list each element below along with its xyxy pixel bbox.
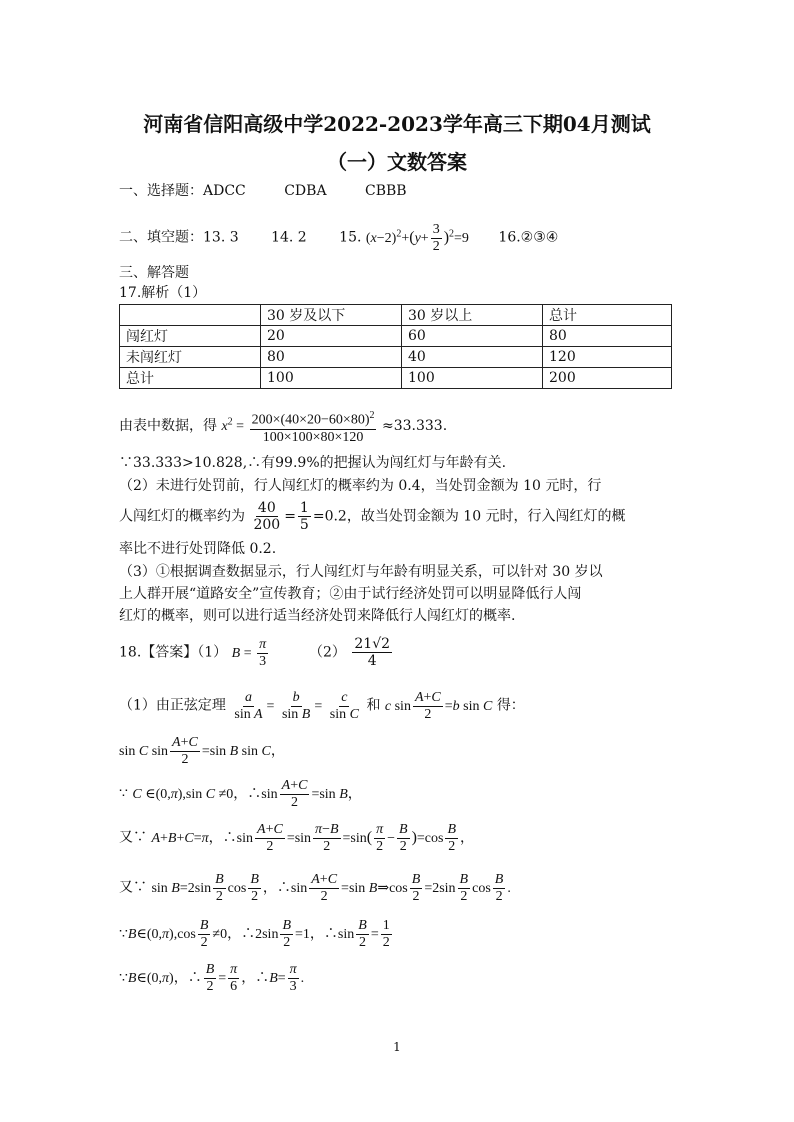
q17-part2-line3: 率比不进行处罚降低 0.2. xyxy=(119,541,277,557)
q18-head: 18.【答案】（1） xyxy=(119,644,228,661)
table-header-cell xyxy=(120,305,261,326)
fraction-1-5: $\frac{1}{5}$ xyxy=(299,500,309,533)
table-row xyxy=(120,368,672,389)
q18-line6: ∵B∈(0,π),cos $\frac{B}{2}$ ≠0，∴2sin $\frac{B}{2}$ =1，∴sin $\frac{B}{2}$ = $\frac{1}{2}$ xyxy=(119,918,390,950)
section2-label: 二、填空题： xyxy=(119,229,203,246)
q17-part2-line2: 人闯红灯的概率约为 $\frac{40}{200}$ = $\frac{1}{5}$ =0.2，故当处罚金额为 10 元时，行入闯红灯的概 xyxy=(119,500,626,533)
chi-square-line xyxy=(119,408,447,446)
q18-l1-mid: 和 xyxy=(366,697,381,714)
chi-denominator: 100×100×80×120 xyxy=(262,429,364,445)
section3-label: 三、解答题 xyxy=(119,265,189,281)
answer-16: 16.②③④ xyxy=(498,229,559,246)
q18-l1-pre: （1）由正弦定理 xyxy=(119,697,226,714)
table-cell: 80 xyxy=(261,347,402,368)
table-cell: 80 xyxy=(543,326,672,347)
q18-line4: 又∵ A+B+C=π，∴sin $\frac{A+C}{2}$ =sin $\frac{\pi-B}{2}$ =sin( $\frac{\pi}{2}$ − $\frac{B}{2}$ )=cos $\frac{B}{2}$ ， xyxy=(119,822,475,854)
table-cell: 40 xyxy=(402,347,543,368)
answer-14: 14. 2 xyxy=(271,229,307,246)
fraction-40-200: $\frac{40}{200}$ xyxy=(253,500,281,533)
q17-head: 17.解析（1） xyxy=(119,285,207,301)
chi-formula: $x^2$ = $\frac{200\times(40\times 20-60\times 80)^2}{100\times 100\times 80\times 120}$ xyxy=(221,410,375,445)
table-cell: 20 xyxy=(261,326,402,347)
part2-text-pre: 人闯红灯的概率约为 xyxy=(119,508,245,525)
table-cell: 未闯红灯 xyxy=(120,347,261,368)
fill-answers xyxy=(119,222,558,255)
q18-answer2: $\frac{21√2}{4}$ xyxy=(354,636,391,669)
q18-l4-pre: 又∵ xyxy=(119,829,147,846)
table-cell: 60 xyxy=(402,326,543,347)
table-header-row xyxy=(120,305,672,326)
table-cell: 总计 xyxy=(120,368,261,389)
q18-line5: 又∵ sin B=2sin $\frac{B}{2}$ cos $\frac{B}{2}$ ，∴sin $\frac{A+C}{2}$ =sin B⇒cos $\frac{B}{2}$ =2sin $\frac{B}{2}$ cos $\frac{B}{2}$ . xyxy=(119,872,511,904)
chi-numerator: 200×(40×20−60×80) xyxy=(251,412,370,428)
q17-part3-line2: 上人群开展“道路安全”宣传教育；②由于试行经济处罚可以明显降低行人闯 xyxy=(119,586,582,602)
part2-text-post: =0.2，故当处罚金额为 10 元时，行入闯红灯的概 xyxy=(312,508,626,525)
table-header-cell: 总计 xyxy=(543,305,672,326)
doc-title-line1: 河南省信阳高级中学2022-2023学年高三下期04月测试 xyxy=(143,112,651,136)
q18-line1: （1）由正弦定理 $\frac{a}{\text{sin A}}$ = $\frac{b}{\text{sin B}}$ = $\frac{c}{\text{sin C}}$ 和 c sin $\frac{A+C}{2}$ =b sin C 得： xyxy=(119,690,525,722)
table-header-cell: 30 岁及以下 xyxy=(261,305,402,326)
choice-answers xyxy=(119,181,407,201)
table-cell: 100 xyxy=(261,368,402,389)
contingency-table xyxy=(119,304,672,389)
choice-group-3: CBBB xyxy=(365,183,407,199)
choice-group-2: CDBA xyxy=(284,183,327,199)
chi-intro: 由表中数据，得 xyxy=(119,418,217,435)
answer-13: 13. 3 xyxy=(203,229,239,246)
table-cell: 200 xyxy=(543,368,672,389)
answer-15-formula: $(x-2)^2+(y+$ $\frac{3}{2}$ )$^2$=9 xyxy=(365,222,469,254)
q18-l3-pre: ∵ xyxy=(119,785,128,802)
q17-part3-line1: （3）①根据调查数据显示，行人闯红灯与年龄有明显关系，可以针对 30 岁以 xyxy=(119,564,603,580)
table-cell: 闯红灯 xyxy=(120,326,261,347)
q18-line7: ∵B∈(0,π)，∴ $\frac{B}{2}$ = $\frac{\pi}{6}$ ，∴B= $\frac{\pi}{3}$ . xyxy=(119,962,305,994)
q18-part2-label: （2） xyxy=(309,644,346,661)
answer-15-prefix: 15. xyxy=(339,229,362,246)
q18-line3: ∵ C ∈(0,π),sin C ≠0，∴sin $\frac{A+C}{2}$ =sin B， xyxy=(119,778,362,810)
q17-part3-line3: 红灯的概率，则可以进行适当经济处罚来降低行人闯红灯的概率. xyxy=(119,608,516,624)
table-header-cell: 30 岁以上 xyxy=(402,305,543,326)
q18-l5-pre: 又∵ xyxy=(119,879,147,896)
page-number: 1 xyxy=(393,1040,401,1054)
q18-line2: sin C sin $\frac{A+C}{2}$ =sin B sin C， xyxy=(119,735,285,767)
q18-l1-post: 得： xyxy=(496,697,525,714)
doc-title-line2: （一）文数答案 xyxy=(327,150,467,174)
section1-label: 一、选择题： xyxy=(119,183,203,199)
choice-group-1: ADCC xyxy=(203,183,246,199)
table-row xyxy=(120,347,672,368)
table-cell: 120 xyxy=(543,347,672,368)
q17-part2-line1: （2）未进行处罚前，行人闯红灯的概率约为 0.4，当处罚金额为 10 元时，行 xyxy=(119,478,602,494)
table-cell: 100 xyxy=(402,368,543,389)
q17-conclusion1: ∵33.333>10.828,∴有99.9%的把握认为闯红灯与年龄有关. xyxy=(119,455,507,471)
q18-answer1: B = $\frac{\pi}{3}$ xyxy=(231,636,267,669)
table-row xyxy=(120,326,672,347)
chi-result: ≈33.333. xyxy=(381,418,448,435)
q18-answer xyxy=(119,636,394,670)
